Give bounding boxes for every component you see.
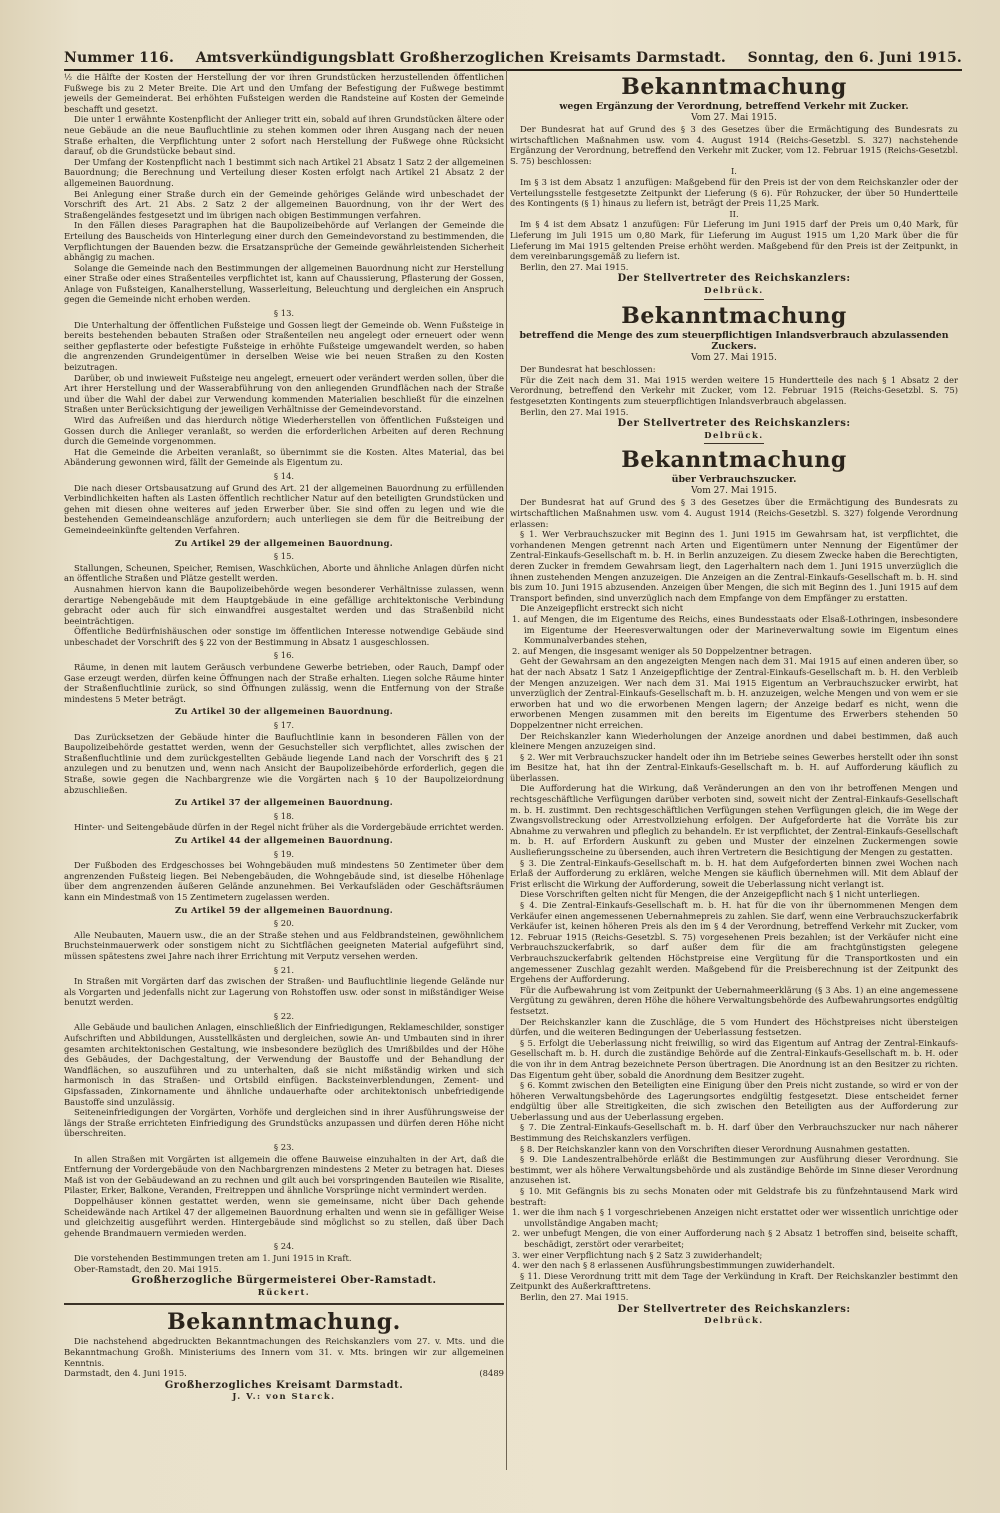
article-heading: Zu Artikel 37 der allgemeinen Bauordnung. (175, 797, 393, 808)
paragraph: Ausnahmen hiervon kann die Baupolizeibehörde wegen besonderer Verhältnisse zulassen, wenn derartige Nebengebäude mit dem Hauptgebäude in eine gefällige architektonische Verbindung gebracht oder auch für sich einwandfrei ausgestaltet werden und das Straßenbild nicht beeinträchtigen. (64, 583, 504, 626)
notice-headline: Bekanntmachung (621, 302, 847, 329)
section-label: § 21. (273, 964, 295, 975)
roman-numeral: II. (729, 208, 739, 219)
section-label: § 14. (273, 470, 295, 481)
notice-date: Vom 27. Mai 1915. (691, 112, 777, 123)
ordinance-continuation (64, 72, 504, 1297)
paragraph: Die Aufforderung hat die Wirkung, daß Veränderungen an den von ihr betroffenen Mengen und rechtsgeschäftliche Verfügungen darüber verboten sind, soweit nicht der Zentral-Einkaufs-Gesellschaft m. b. H. zustimmt. Den rechtsgeschäftlichen Verfügungen stehen Verfügungen gleich, die im Wege der Zwangsvollstreckung oder Arrestvollziehung erfolgen. Der Aufgeforderte hat die Vorräte bis zur Abnahme zu verwahren und pfleglich zu behandeln. Er ist verpflichtet, der Zentral-Einkaufs-Gesellschaft m. b. H. auf Erfordern Auskunft zu geben und Muster der einzelnen Zuckermengen sowie Ausliefierungsscheine zu übersenden, auch ihren Vertretern die Besichtigung der Mengen zu gestatten. (510, 783, 958, 858)
paragraph: § 2. Wer mit Verbrauchszucker handelt oder ihn im Betriebe seines Gewerbes herstellt oder ihn sonst im Besitze hat, hat ihn der Zentral-Einkaufs-Gesellschaft m. b. H. auf Aufforderung käuflich zu überlassen. (510, 751, 958, 783)
article-heading: Zu Artikel 59 der allgemeinen Bauordnung. (175, 904, 393, 915)
paragraph: Der Umfang der Kostenpflicht nach 1 bestimmt sich nach Artikel 21 Absatz 1 Satz 2 der allgemeinen Bauordnung; die Berechnung und Verteilung dieser Kosten erfolgt nach Artikel 21 Absatz 2 der allgemeinen Bauordnung. (64, 156, 504, 188)
signature-authority: Großherzogliche Bürgermeisterei Ober-Ramstadt. (131, 1275, 437, 1287)
signature-name: Rückert. (257, 1286, 311, 1297)
notice-headline: Bekanntmachung (621, 447, 847, 474)
notice-subheading: wegen Ergänzung der Verordnung, betreffend Verkehr mit Zucker. (559, 101, 909, 112)
paragraph: Der Bundesrat hat auf Grund des § 3 des Gesetzes über die Ermächtigung des Bundesrats zu wirtschaftlichen Maßnahmen usw. vom 4. August 1914 (Reichs-Gesetzbl. S. 327) nachstehende Ergänzung der Verordnung, betreffend den Verkehr mit Zucker, vom 12. Februar 1915 (Reichs-Gesetzbl. S. 75) beschlossen: (510, 124, 958, 166)
signature-authority: Großherzogliches Kreisamt Darmstadt. (164, 1379, 404, 1391)
section-label: § 17. (273, 720, 295, 731)
paragraph: § 11. Diese Verordnung tritt mit dem Tage der Verkündung in Kraft. Der Reichskanzler bestimmt den Zeitpunkt des Außerkrafttretens. (510, 1270, 958, 1292)
list-item: 2. wer unbefugt Mengen, die von einer Aufforderung nach § 2 Absatz 1 betroffen sind, beiseite schafft, beschädigt, zerstört oder verarbeitet; (512, 1228, 958, 1249)
paragraph: Wird das Aufreißen und das hierdurch nötige Wiederherstellen von öffentlichen Fußsteigen und Gossen durch die Anlieger veranlaßt, so werden die erforderlichen Arbeiten auf deren Rechnung durch die Gemeinde vorgenommen. (64, 415, 504, 447)
notice-date: Vom 27. Mai 1915. (691, 352, 777, 363)
paragraph: Die nach dieser Ortsbausatzung auf Grund des Art. 21 der allgemeinen Bauordnung zu erfüllenden Verbindlichkeiten haften als Lasten öffentlich rechtlicher Natur auf den beteiligten Grundstücken und gehen mit diesen ohne weiteres auf jeden Erwerber über. Sie sind offen zu legen und wie die bestehenden Gemeindeanschläge anzufordern; auch unterliegen sie dem für die Beitreibung der Gemeindeeinkünfte geltenden Verfahren. (64, 482, 504, 535)
paragraph: Für die Aufbewahrung ist vom Zeitpunkt der Uebernahmeerklärung (§ 3 Abs. 1) an eine angemessene Vergütung zu gewähren, deren Höhe die höhere Verwaltungsbehörde des Aufbewahrungsortes endgültig festsetzt. (510, 984, 958, 1016)
paragraph: § 3. Die Zentral-Einkaufs-Gesellschaft m. b. H. hat dem Aufgeforderten binnen zwei Wochen nach Erlaß der Aufforderung zu erklären, welche Mengen sie käuflich übernehmen will. Mit dem Ablauf der Frist erlischt die Wirkung der Aufforderung, soweit die Ueberlassung nicht verlangt ist. (510, 857, 958, 889)
masthead (64, 44, 962, 71)
notice-consumption-sugar (510, 447, 958, 1325)
place-date: Berlin, den 27. Mai 1915. (520, 406, 629, 417)
paragraph: § 4. Die Zentral-Einkaufs-Gesellschaft m. b. H. hat für die von ihr übernommenen Mengen dem Verkäufer einen angemessenen Uebernahmepreis zu zahlen. Sie darf, wenn eine Verbrauchszuckerfabrik Verkäufer ist, keinen höheren Preis als den im § 4 der Verordnung, betreffend Verkehr mit Zucker, vom 12. Februar 1915 (Reichs-Gesetzbl. S. 75) vorgesehenen Preis bezahlen; ist der Verkäufer nicht eine Verbrauchszuckerfabrik, so darf außer dem für die am frachtgünstigsten gelegene Verbrauchszuckerfabrik geltenden Höchstpreise eine Vergütung für die Transportkosten und ein angemessener Zuschlag gezahlt werden. Maßgebend für die Preisberechnung ist der Zeitpunkt des Ergehens der Aufforderung. (510, 900, 958, 985)
notice-subheading: betreffend die Menge des zum steuerpflichtigen Inlandsverbrauch abzulassenden Zuckers. (519, 329, 949, 353)
list-item: 4. wer den nach § 8 erlassenen Ausführungsbestimmungen zuwiderhandelt. (512, 1260, 835, 1271)
paragraph: Die nachstehend abgedruckten Bekanntmachungen des Reichskanzlers vom 27. v. Mts. und die Bekanntmachung Großh. Ministeriums des Innern vom 31. v. Mts. bringen wir zur allgemeinen Kenntnis. (64, 1336, 504, 1368)
signature-authority: Der Stellvertreter des Reichskanzlers: (617, 273, 851, 285)
paragraph: Seiteneinfriedigungen der Vorgärten, Vorhöfe und dergleichen sind in ihrer Ausführungsweise der längs der Straße errichteten Einfriedigung des Grundstücks anzupassen und dürfen deren Höhe nicht überschreiten. (64, 1107, 504, 1139)
paragraph: § 10. Mit Gefängnis bis zu sechs Monaten oder mit Geldstrafe bis zu fünfzehntausend Mark wird bestraft: (510, 1186, 958, 1207)
notice-subheading: über Verbrauchszucker. (671, 474, 797, 486)
signature-name: Delbrück. (704, 429, 764, 440)
paragraph: Alle Gebäude und baulichen Anlagen, einschließlich der Einfriedigungen, Reklameschilder, sonstiger Aufschriften und Abbildungen, Ausstellkästen und dergleichen, sowie An- und Umbauten sind in ihrer gesamten architektonischen Gestaltung, wie insbesondere bezüglich des Umrißbildes und der Höhe des Gebäudes, der Dachgestaltung, der Verwendung der Baustoffe und der Behandlung der Wandflächen, so auszuführen und zu unterhalten, daß sie nicht mißständig wirken und sich harmonisch in das Straßen- und Ortsbild einfügen. Backsteinverblendungen, Zement- und Gipsfassaden, Zinkornamente und ähnliche undauerhafte oder architektonisch unbefriedigende Baustoffe sind unzulässig. (64, 1022, 504, 1107)
paragraph: Der Fußboden des Erdgeschosses bei Wohngebäuden muß mindestens 50 Zentimeter über dem angrenzenden Fußsteig liegen. Bei Nebengebäuden, die Wohngebäude sind, ist dieselbe Höhenlage über dem angrenzenden äußeren Gelände anzunehmen. Bei Verkaufsläden oder Geschäftsräumen kann ein Mindestmaß von 15 Zentimetern zugelassen werden. (64, 860, 504, 902)
signature-authority: Der Stellvertreter des Reichskanzlers: (617, 418, 851, 430)
paragraph: Bei Anlegung einer Straße durch ein der Gemeinde gehöriges Gelände wird unbeschadet der Vorschrift des Art. 21 Abs. 2 Satz 2 der allgemeinen Bauordnung, von ihr der Wert des Straßengeländes festgesetzt und im übrigen nach obigen Bestimmungen verfahren. (64, 188, 504, 220)
paragraph: Stallungen, Scheunen, Speicher, Remisen, Waschküchen, Aborte und ähnliche Anlagen dürfen nicht an öffentliche Straßen und Plätze gestellt werden. (64, 562, 504, 584)
list-item: 3. wer einer Verpflichtung nach § 2 Satz 3 zuwiderhandelt; (512, 1249, 763, 1260)
paragraph: § 5. Erfolgt die Ueberlassung nicht freiwillig, so wird das Eigentum auf Antrag der Zentral-Einkaufs-Gesellschaft m. b. H. durch die zuständige Behörde auf die Zentral-Einkaufs-Gesellschaft m. b. H. oder die von ihr in dem Antrag bezeichnete Person übertragen. Die Anordnung ist an den Besitzer zu richten. Das Eigentum geht über, sobald die Anordnung dem Besitzer zugeht. (510, 1037, 958, 1080)
paragraph: Die vorstehenden Bestimmungen treten am 1. Juni 1915 in Kraft. (74, 1252, 352, 1263)
paragraph: § 6. Kommt zwischen den Beteiligten eine Einigung über den Preis nicht zustande, so wird er von der höheren Verwaltungsbehörde des Lagerungsortes endgültig festgesetzt. Diese entscheidet ferner endgültig über alle Streitigkeiten, die sich zwischen den Beteiligten aus der Aufforderung zur Ueberlassung und aus der Ueberlassung ergeben. (510, 1080, 958, 1122)
paragraph: Räume, in denen mit lautem Geräusch verbundene Gewerbe betrieben, oder Rauch, Dampf oder Gase erzeugt werden, dürfen keine Öffnungen nach der Straße erhalten. Liegen solche Räume hinter der Straßenfluchtlinie zurück, so sind Öffnungen zulässig, wenn die Entfernung von der Straße mindestens 5 Meter beträgt. (64, 662, 504, 704)
signature-name: J. V.: von Starck. (232, 1391, 336, 1402)
paragraph: Alle Neubauten, Mauern usw., die an der Straße stehen und aus Feldbrandsteinen, gewöhnlichem Bruchsteinmauerwerk oder sonstigem nicht zu Sichtflächen geeigneten Material aufgeführt sind, müssen spätestens zwei Jahre nach ihrer Errichtung mit Verputz versehen werden. (64, 929, 504, 961)
list-item: 2. auf Mengen, die insgesamt weniger als 50 Doppelzentner betragen. (512, 645, 812, 656)
paragraph: Die Unterhaltung der öffentlichen Fußsteige und Gossen liegt der Gemeinde ob. Wenn Fußsteige in bereits bestehenden bebauten Straßen oder Straßenteilen neu angelegt oder erneuert oder wenn seither gepflasterte oder befestigte Fußsteige in erhöhte Fußsteige umgewandelt werden, so haben die angrenzenden Grundeigentümer in derselben Weise wie bei neuen Straßen zu den Kosten beizutragen. (64, 319, 504, 373)
paragraph: Doppelhäuser können gestattet werden, wenn sie gemeinsame, nicht über Dach gehende Scheidewände nach Artikel 47 der allgemeinen Bauordnung erhalten und wenn sie in gefälliger Weise und gleichzeitig ausgeführt werden. Hintergebäude sind möglichst so zu stellen, daß über Dach gehende Brandmauern vermieden werden. (64, 1195, 504, 1238)
place-date-text: Darmstadt, den 4. Juni 1915. (64, 1368, 187, 1379)
paragraph: Im § 3 ist dem Absatz 1 anzufügen: Maßgebend für den Preis ist der von dem Reichskanzler oder der Verteilungsstelle festgesetzte Zeitpunkt der Lieferung (§ 6). Für Rohzucker, der über 50 Hundertteile des Kontingents (§ 1) hinaus zu liefern ist, beträgt der Preis 11,25 Mark. (510, 177, 958, 209)
paragraph: § 8. Der Reichskanzler kann von den Vorschriften dieser Verordnung Ausnahmen gestatten. (520, 1143, 910, 1154)
section-label: § 22. (273, 1010, 295, 1021)
reference-number: (8489 (479, 1368, 504, 1379)
paragraph: Die unter 1 erwähnte Kostenpflicht der Anlieger tritt ein, sobald auf ihren Grundstücken ältere oder neue Gebäude an die neue Baufluchtlinie zu stehen kommen oder ihren Ausgang nach der neuen Straße erhalten, die Verpflichtung unter 2 sofort nach Herstellung der Fußwege ohne Rücksicht darauf, ob die Grundstücke bebaut sind. (64, 114, 504, 157)
signature-name: Delbrück. (704, 1315, 764, 1326)
paragraph: Geht der Gewahrsam an den angezeigten Mengen nach dem 31. Mai 1915 auf einen anderen über, so hat der nach Absatz 1 Satz 1 Anzeigepflichtige der Zentral-Einkaufs-Gesellschaft m. b. H. den Verbleib der Mengen anzuzeigen. Wer nach dem 31. Mai 1915 Eigentum an Verbrauchszucker erwirbt, hat unverzüglich der Zentral-Einkaufs-Gesellschaft m. b. H. anzuzeigen, welche Mengen und von wem er sie erworben hat und wo die erworbenen Mengen lagern; der Anzeige bedarf es nicht, wenn die erworbenen Mengen zusammen mit den bereits im Eigentume des Erwerbers stehenden 50 Doppelzentner nicht erreichen. (510, 656, 958, 730)
section-label: § 15. (273, 551, 295, 562)
paragraph: Diese Vorschriften gelten nicht für Mengen, die der Anzeigepflicht nach § 1 nicht unterliegen. (520, 889, 920, 900)
issue-number: Nummer 116. (64, 50, 175, 66)
signature-authority: Der Stellvertreter des Reichskanzlers: (617, 1303, 851, 1315)
paragraph: Öffentliche Bedürfnishäuschen oder sonstige im öffentlichen Interesse notwendige Gebäude sind unbeschadet der Vorschrift des § 22 von der Bestimmung in Absatz 1 ausgeschlossen. (64, 626, 504, 647)
publication-title: Amtsverkündigungsblatt Großherzoglichen Kreisamts Darmstadt. (195, 50, 726, 66)
roman-numeral: I. (731, 166, 737, 177)
paragraph: Für die Zeit nach dem 31. Mai 1915 werden weitere 15 Hundertteile des nach § 1 Absatz 2 der Verordnung, betreffend den Verkehr mit Zucker, vom 12. Februar 1915 (Reichs-Gesetzbl. S. 75) festgesetzten Kontingents zum steuerpflichtigen Inlandsverbrauch abgelassen. (510, 374, 958, 406)
place-date (64, 1368, 504, 1379)
section-label: § 19. (273, 848, 295, 859)
paragraph: Hinter- und Seitengebäude dürfen in der Regel nicht früher als die Vordergebäude errichtet werden. (74, 822, 504, 833)
paragraph: Der Reichskanzler kann Wiederholungen der Anzeige anordnen und dabei bestimmen, daß auch kleinere Mengen anzuzeigen sind. (510, 730, 958, 752)
paragraph: Der Reichskanzler kann die Zuschläge, die 5 vom Hundert des Höchstpreises nicht übersteigen dürfen, und die weiteren Bedingungen der Ueberlassung festsetzen. (510, 1016, 958, 1038)
article-heading: Zu Artikel 30 der allgemeinen Bauordnung. (175, 706, 393, 717)
list-item: 1. wer die ihm nach § 1 vorgeschriebenen Anzeigen nicht erstattet oder wer wissentlich unrichtige oder unvollständige Angaben macht; (512, 1207, 958, 1228)
section-label: § 24. (273, 1241, 295, 1252)
notice-kreisamt (64, 1309, 504, 1402)
section-label: § 23. (273, 1142, 295, 1152)
paragraph: Darüber, ob und inwieweit Fußsteige neu angelegt, erneuert oder verändert werden sollen, über die Art ihrer Herstellung und der Wasserabführung von den anliegenden Grundflächen nach der Straße und über die Wahl der dabei zur Verwendung kommenden Materialien beschließt für die einzelnen Straßen unter Berücksichtigung der jeweiligen Verhältnisse der Gemeindevorstand. (64, 372, 504, 415)
column-divider (506, 70, 507, 1470)
separator-rule (704, 443, 764, 444)
notice-headline: Bekanntmachung (621, 74, 847, 100)
separator-rule (64, 1303, 504, 1305)
notice-sugar-quantity (510, 303, 958, 441)
place-date: Berlin, den 27. Mai 1915. (520, 261, 629, 272)
separator-rule (704, 299, 764, 300)
paragraph: In Straßen mit Vorgärten darf das zwischen der Straßen- und Baufluchtlinie liegende Gelände nur als Vorgarten und jedenfalls nicht zur Lagerung von Rohstoffen usw. oder sonst in mißständiger Weise benutzt werden. (64, 976, 504, 1008)
article-heading: Zu Artikel 44 der allgemeinen Bauordnung. (175, 834, 393, 845)
paragraph: Im § 4 ist dem Absatz 1 anzufügen: Für Lieferung im Juni 1915 darf der Preis um 0,40 Mark, für Lieferung im Juli 1915 um 0,80 Mark, für Lieferung im August 1915 um 1,20 Mark über die für Lieferung im Mai 1915 geltenden Preise erhöht werden. Maßgebend für den Preis ist der Zeitpunkt, in dem vereinbarungsgemäß zu liefern ist. (510, 219, 958, 262)
place-date: Ober-Ramstadt, den 20. Mai 1915. (74, 1263, 222, 1274)
paragraph: § 9. Die Landeszentralbehörde erläßt die Bestimmungen zur Ausführung dieser Verordnung. Sie bestimmt, wer als höhere Verwaltungsbehörde und als zuständige Behörde im Sinne dieser Verordnung anzusehen ist. (510, 1154, 958, 1186)
paragraph: In den Fällen dieses Paragraphen hat die Baupolizeibehörde auf Verlangen der Gemeinde die Erteilung des Bauscheids von Hinterlegung einer durch den Gemeindevorstand zu bestimmenden, die Verpflichtungen der Bauenden bezw. die Ersatzansprüche der Gemeinde gewährleistenden Sicherheit abhängig zu machen. (64, 220, 504, 263)
paragraph: § 1. Wer Verbrauchszucker mit Beginn des 1. Juni 1915 im Gewahrsam hat, ist verpflichtet, die vorhandenen Mengen getrennt nach Arten und Eigentümern unter Nennung der Eigentümer der Zentral-Einkaufs-Gesellschaft m. b. H. in Berlin anzuzeigen. Zu diesem Zwecke haben die Berechtigten, deren Zucker in fremdem Gewahrsam liegt, den Lagerhaltern nach dem 1. Juni 1915 unverzüglich die ihnen zustehenden Mengen anzuzeigen. Die Anzeigen an die Zentral-Einkaufs-Gesellschaft m. b. H. sind bis zum 10. Juni 1915 abzusenden. Anzeigen über Mengen, die sich mit Beginn des 1. Juni 1915 auf dem Transport befinden, sind unverzüglich nach dem Empfange von dem Empfänger zu erstatten. (510, 529, 958, 603)
signature-name: Delbrück. (704, 285, 764, 295)
paragraph: Der Bundesrat hat beschlossen: (520, 364, 656, 375)
section-label: § 16. (273, 650, 295, 661)
paragraph: Solange die Gemeinde nach den Bestimmungen der allgemeinen Bauordnung nicht zur Herstellung einer Straße oder eines Straßenteiles verpflichtet ist, kann auf Chaussierung, Pflasterung der Gossen, Anlage von Fußsteigen, Kanalherstellung, Wasserleitung, Beleuchtung und dergleichen ein Anspruch gegen die Gemeinde nicht erhoben werden. (64, 262, 504, 305)
notice-date: Vom 27. Mai 1915. (691, 485, 777, 496)
paragraph: In allen Straßen mit Vorgärten ist allgemein die offene Bauweise einzuhalten in der Art, daß die Entfernung der Vordergebäude von den Nachbargrenzen mindestens 2 Meter zu betragen hat. Dieses Maß ist von der Gebäudewand an zu rechnen und gilt auch bei vorspringenden Bauteilen wie Risalite, Pilaster, Erker, Balkone, Veranden, Freitreppen und ähnliche Vorsprünge nicht vermindert werden. (64, 1153, 504, 1196)
notice-sugar-supplement (510, 74, 958, 296)
paragraph: ½ die Hälfte der Kosten der Herstellung der vor ihren Grundstücken herzustellenden öffentlichen Fußwege bis zu 2 Meter Breite. Die Art und den Umfang der Befestigung der Fußwege bestimmt jeweils der Gemeinderat. Bei erhöhten Fußsteigen werden die Randsteine auf Kosten der Gemeinde beschafft und gesetzt. (64, 72, 504, 114)
paragraph: Das Zurücksetzen der Gebäude hinter die Baufluchtlinie kann in besonderen Fällen von der Baupolizeibehörde gestattet werden, wenn der Gesuchsteller sich verpflichtet, alles zwischen der Straßenfluchtlinie und dem zurückgestellten Gebäude liegende Land nach der Vorschrift des § 21 anzulegen und zu benutzen und, wenn nach Ansicht der Baupolizeibehörde erforderlich, gegen die Straße, sowie gegen die Nachbargrenze wie die Vorgärten nach § 10 der Baupolizeiordnung abzuschließen. (64, 731, 504, 795)
paragraph: Der Bundesrat hat auf Grund des § 3 des Gesetzes über die Ermächtigung des Bundesrats zu wirtschaftlichen Maßnahmen usw. vom 4. August 1914 (Reichs-Gesetzbl. S. 327) folgende Verordnung erlassen: (510, 497, 958, 529)
list-item: 1. auf Mengen, die im Eigentume des Reichs, eines Bundesstaats oder Elsaß-Lothringen, insbesondere im Eigentume der Heeresverwaltungen oder der Marineverwaltung sowie im Eigentum eines Kommunalverbandes stehen, (512, 613, 958, 646)
section-label: § 20. (273, 918, 295, 929)
paragraph: § 7. Die Zentral-Einkaufs-Gesellschaft m. b. H. darf über den Verbrauchszucker nur nach näherer Bestimmung des Reichskanzlers verfügen. (510, 1122, 958, 1144)
place-date: Berlin, den 27. Mai 1915. (520, 1291, 629, 1302)
section-label: § 18. (273, 810, 295, 821)
paragraph: Hat die Gemeinde die Arbeiten veranlaßt, so übernimmt sie die Kosten. Altes Material, das bei Abänderung gewonnen wird, fällt der Gemeinde als Eigentum zu. (64, 446, 504, 468)
left-column (64, 72, 504, 1482)
issue-date: Sonntag, den 6. Juni 1915. (747, 50, 962, 66)
right-column (510, 72, 958, 1482)
article-heading: Zu Artikel 29 der allgemeinen Bauordnung. (175, 537, 393, 548)
notice-headline: Bekanntmachung. (167, 1309, 401, 1336)
paragraph: Die Anzeigepflicht erstreckt sich nicht (520, 603, 684, 614)
section-label: § 13. (273, 308, 295, 319)
